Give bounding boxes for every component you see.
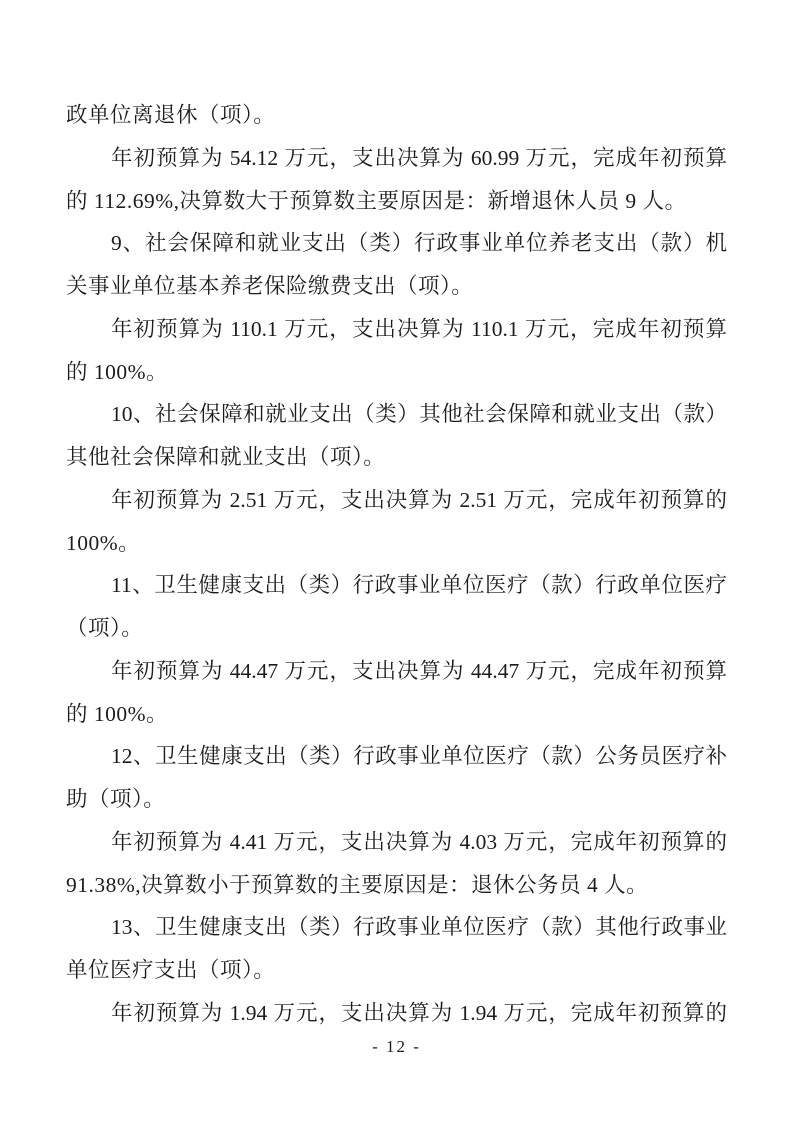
- text-line: 年初预算为 54.12 万元，支出决算为 60.99 万元，完成年初预算: [111, 145, 727, 170]
- text-line: 9、社会保障和就业支出（类）行政事业单位养老支出（款）机: [111, 231, 727, 256]
- text-line: 11、卫生健康支出（类）行政事业单位医疗（款）行政单位医疗: [111, 573, 727, 598]
- text-line: 其他社会保障和就业支出（项）。: [66, 445, 386, 469]
- footer-page-number: - 12 -: [372, 1037, 421, 1056]
- text-line: 政单位离退休（项）。: [66, 103, 276, 127]
- text-line: 100%。: [66, 530, 141, 555]
- text-line: 年初预算为 2.51 万元，支出决算为 2.51 万元，完成年初预算的: [111, 487, 727, 512]
- text-line: （项）。: [66, 616, 144, 640]
- text-line: 助（项）。: [66, 787, 166, 811]
- text-line: 12、卫生健康支出（类）行政事业单位医疗（款）公务员医疗补: [111, 744, 727, 769]
- text-line: 13、卫生健康支出（类）行政事业单位医疗（款）其他行政事业: [111, 915, 727, 940]
- text-line: 10、社会保障和就业支出（类）其他社会保障和就业支出（款）: [111, 402, 727, 427]
- text-line: 单位医疗支出（项）。: [66, 958, 276, 982]
- text-line: 91.38%,决算数小于预算数的主要原因是：退休公务员 4 人。: [66, 872, 649, 897]
- text-line: 的 100%。: [66, 359, 169, 384]
- text-line: 年初预算为 4.41 万元，支出决算为 4.03 万元，完成年初预算的: [111, 829, 727, 854]
- text-line: 年初预算为 110.1 万元，支出决算为 110.1 万元，完成年初预算: [111, 316, 727, 341]
- text-line: 的 100%。: [66, 701, 169, 726]
- text-line: 年初预算为 1.94 万元，支出决算为 1.94 万元，完成年初预算的: [111, 1000, 727, 1025]
- text-line: 关事业单位基本养老保险缴费支出（项）。: [66, 274, 474, 298]
- text-line: 年初预算为 44.47 万元，支出决算为 44.47 万元，完成年初预算: [111, 658, 727, 683]
- document-body-text: [66, 94, 727, 1035]
- text-line: 的 112.69%,决算数大于预算数主要原因是：新增退休人员 9 人。: [66, 188, 687, 213]
